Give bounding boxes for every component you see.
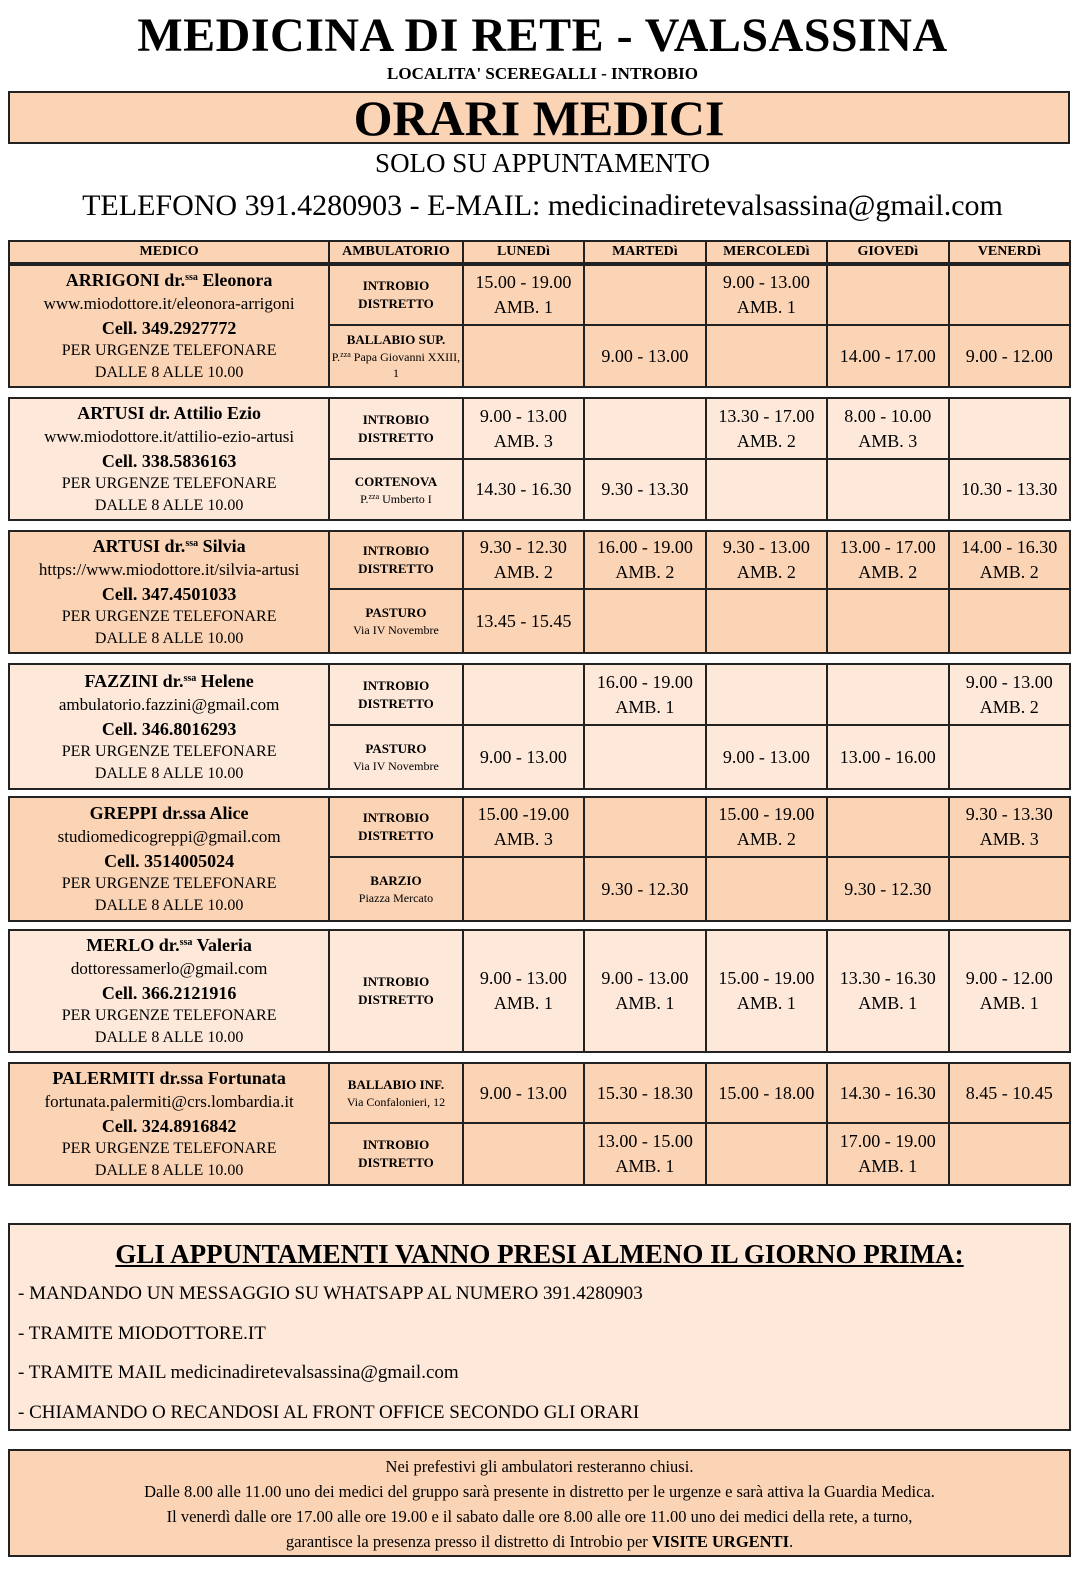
ambulatorio-name: PASTURO <box>365 605 427 620</box>
ambulatorio-room: AMB. 2 <box>858 562 918 582</box>
ambulatorio-cell <box>329 857 463 921</box>
ambulatorio-sub: DISTRETTO <box>358 429 434 445</box>
ambulatorio-name: BARZIO <box>370 873 422 888</box>
urgent-call-note: PER URGENZE TELEFONARE <box>61 608 277 625</box>
time-slot-cell <box>949 325 1070 387</box>
time-range: 9.00 - 13.00 <box>601 968 689 988</box>
time-slot-cell <box>706 1063 827 1123</box>
time-slot-cell <box>584 459 705 520</box>
ambulatorio-cell <box>329 797 463 857</box>
doctor-title-sup: ssa <box>183 672 197 684</box>
time-slot-cell <box>463 664 584 725</box>
schedule-row <box>9 664 1070 725</box>
ambulatorio-room: AMB. 3 <box>858 430 918 451</box>
time-range: 9.30 - 13.30 <box>965 804 1053 824</box>
time-slot-cell <box>827 1063 948 1123</box>
time-slot-cell <box>706 265 827 325</box>
address-prefix: Piazza Mercato <box>358 891 434 905</box>
footer-notice <box>8 1449 1071 1557</box>
time-slot-cell <box>827 589 948 653</box>
time-slot-cell <box>827 325 948 387</box>
header-day: MERCOLEDì <box>706 241 827 263</box>
time-range: 13.00 - 16.00 <box>839 746 936 767</box>
doctor-given-name: Helene <box>200 670 254 691</box>
time-range: 14.00 - 17.00 <box>839 345 936 366</box>
appointments-heading: GLI APPUNTAMENTI VANNO PRESI ALMENO IL GIORNO PRIMA: <box>115 1239 964 1269</box>
header-day: VENERDì <box>949 241 1070 263</box>
urgent-call-hours: DALLE 8 ALLE 10.00 <box>94 1029 244 1046</box>
ambulatorio-cell <box>329 1123 463 1185</box>
time-range: 9.00 - 13.00 <box>601 345 689 366</box>
doctor-schedule-table <box>8 397 1071 521</box>
ambulatorio-name: INTROBIO <box>362 677 430 693</box>
time-slot-cell <box>584 725 705 789</box>
footer-line: Il venerdì dalle ore 17.00 alle ore 19.00 e il sabato dalle ore 8.00 alle ore 11.00 uno dei medici della rete, a turno, <box>166 1507 913 1526</box>
header-ambulatorio: AMBULATORIO <box>329 241 463 263</box>
doctor-schedule-table <box>8 796 1071 922</box>
doctor-surname: GREPPI dr.ssa Alice <box>89 803 249 823</box>
time-slot-cell <box>706 930 827 1052</box>
address-prefix: Via IV Novembre <box>353 623 439 637</box>
time-range: 13.45 - 15.45 <box>475 610 572 631</box>
ambulatorio-cell <box>329 459 463 520</box>
ambulatorio-name: INTROBIO <box>362 543 430 558</box>
time-slot-cell <box>463 459 584 520</box>
time-range: 9.30 - 12.30 <box>844 878 932 899</box>
doctor-web-or-email: fortunata.palermiti@crs.lombardia.it <box>44 1092 294 1111</box>
ambulatorio-sub: DISTRETTO <box>358 695 434 711</box>
time-range: 15.00 - 19.00 <box>718 804 815 824</box>
ambulatorio-room: AMB. 1 <box>615 1156 675 1176</box>
time-slot-cell <box>463 725 584 789</box>
ambulatorio-room: AMB. 3 <box>979 829 1039 849</box>
time-slot-cell <box>706 531 827 589</box>
ambulatorio-room: AMB. 2 <box>493 562 553 582</box>
time-slot-cell <box>949 398 1070 459</box>
urgent-visits-label: VISITE URGENTI <box>651 1532 790 1551</box>
ambulatorio-cell <box>329 664 463 725</box>
time-range: 13.30 - 17.00 <box>718 405 815 426</box>
doctor-schedule-table <box>8 530 1071 654</box>
ambulatorio-address <box>330 758 462 774</box>
urgent-call-note: PER URGENZE TELEFONARE <box>61 475 277 492</box>
time-range: 15.30 - 18.30 <box>596 1082 693 1103</box>
ambulatorio-name: BALLABIO SUP. <box>346 332 446 347</box>
footer-line-end: . <box>789 1532 794 1551</box>
time-slot-cell <box>949 930 1070 1052</box>
doctor-schedule-table <box>8 929 1071 1053</box>
doctor-given-name: Valeria <box>196 935 252 955</box>
doctor-schedule-table <box>8 264 1071 388</box>
time-slot-cell <box>584 265 705 325</box>
appointment-method: - TRAMITE MIODOTTORE.IT <box>18 1323 266 1344</box>
doctor-web-or-email: www.miodottore.it/eleonora-arrigoni <box>43 294 295 313</box>
doctor-schedule-table <box>8 663 1071 790</box>
address-rest: Umberto I <box>379 491 432 506</box>
time-slot-cell <box>706 459 827 520</box>
time-range: 8.45 - 10.45 <box>965 1082 1053 1103</box>
time-slot-cell <box>706 857 827 921</box>
time-slot-cell <box>827 664 948 725</box>
doctor-web-or-email: studiomedicogreppi@gmail.com <box>57 827 281 846</box>
ambulatorio-sub: DISTRETTO <box>358 296 434 311</box>
time-range: 9.30 - 13.30 <box>601 479 689 499</box>
doctor-name <box>10 268 328 292</box>
ambulatorio-cell <box>329 398 463 459</box>
time-slot-cell <box>949 589 1070 653</box>
schedule-row <box>9 398 1070 459</box>
doctor-name <box>10 669 328 693</box>
doctor-cell-phone: Cell. 3514005024 <box>104 851 235 871</box>
ambulatorio-name: PASTURO <box>365 741 427 756</box>
time-slot-cell <box>706 325 827 387</box>
time-slot-cell <box>463 265 584 325</box>
time-slot-cell <box>463 1063 584 1123</box>
location-subtitle: LOCALITA' SCEREGALLI - INTROBIO <box>387 64 698 83</box>
time-range: 13.00 - 17.00 <box>839 537 936 557</box>
schedule-row <box>9 265 1070 325</box>
schedule-header <box>8 240 1071 264</box>
ambulatorio-sub: DISTRETTO <box>358 561 434 576</box>
doctor-title-sup: ssa <box>179 937 193 948</box>
doctor-cell-phone: Cell. 347.4501033 <box>101 584 237 604</box>
ambulatorio-address <box>330 890 462 906</box>
urgent-call-hours: DALLE 8 ALLE 10.00 <box>94 630 244 647</box>
time-slot-cell <box>463 398 584 459</box>
time-slot-cell <box>949 725 1070 789</box>
time-slot-cell <box>827 797 948 857</box>
header-medico: MEDICO <box>9 241 329 263</box>
schedule-row <box>9 1063 1070 1123</box>
ambulatorio-room: AMB. 2 <box>736 829 796 849</box>
urgent-call-hours: DALLE 8 ALLE 10.00 <box>94 897 244 914</box>
schedule-banner: ORARI MEDICI <box>8 91 1070 144</box>
time-slot-cell <box>949 664 1070 725</box>
ambulatorio-cell <box>329 589 463 653</box>
urgent-call-note: PER URGENZE TELEFONARE <box>61 742 277 760</box>
doctor-surname: FAZZINI dr. <box>84 670 184 691</box>
address-sup: zza <box>340 350 351 359</box>
time-slot-cell <box>949 797 1070 857</box>
ambulatorio-room: AMB. 3 <box>493 430 553 451</box>
time-slot-cell <box>827 725 948 789</box>
time-range: 9.00 - 13.00 <box>479 968 567 988</box>
address-rest: Papa Giovanni XXIII, 1 <box>350 350 461 380</box>
address-prefix: Via IV Novembre <box>353 759 439 773</box>
doctor-info-cell <box>9 531 329 653</box>
time-slot-cell <box>463 857 584 921</box>
time-range: 14.00 - 16.30 <box>961 537 1058 557</box>
time-range: 9.00 - 13.00 <box>965 671 1053 692</box>
ambulatorio-sub: DISTRETTO <box>358 992 434 1007</box>
doctor-info-cell <box>9 398 329 520</box>
time-range: 16.00 - 19.00 <box>596 671 693 692</box>
time-slot-cell <box>949 459 1070 520</box>
time-slot-cell <box>584 531 705 589</box>
footer-line: Nei prefestivi gli ambulatori resteranno chiusi. <box>385 1457 694 1476</box>
ambulatorio-room: AMB. 1 <box>858 993 918 1013</box>
ambulatorio-room: AMB. 2 <box>979 562 1039 582</box>
ambulatorio-room: AMB. 1 <box>736 993 796 1013</box>
ambulatorio-name: CORTENOVA <box>354 473 438 489</box>
appointment-method: - TRAMITE MAIL medicinadiretevalsassina@gmail.com <box>18 1362 459 1383</box>
footer-line-text: garantisce la presenza presso il distretto di Introbio per <box>285 1532 652 1551</box>
ambulatorio-name: BALLABIO INF. <box>347 1077 445 1092</box>
urgent-call-note: PER URGENZE TELEFONARE <box>61 342 277 359</box>
urgent-call-hours: DALLE 8 ALLE 10.00 <box>94 497 244 514</box>
header-day: MARTEDì <box>584 241 705 263</box>
time-range: 16.00 - 19.00 <box>596 537 693 557</box>
doctor-cell-phone: Cell. 366.2121916 <box>101 983 237 1003</box>
time-slot-cell <box>827 1123 948 1185</box>
time-range: 15.00 - 18.00 <box>718 1082 815 1103</box>
time-slot-cell <box>584 398 705 459</box>
time-slot-cell <box>949 1063 1070 1123</box>
ambulatorio-address <box>330 1094 462 1110</box>
appointment-only-note: SOLO SU APPUNTAMENTO <box>375 148 710 178</box>
time-slot-cell <box>827 857 948 921</box>
time-slot-cell <box>706 725 827 789</box>
contact-line: TELEFONO 391.4280903 - E-MAIL: medicinadiretevalsassina@gmail.com <box>82 189 1003 222</box>
time-range: 15.00 - 19.00 <box>475 272 572 292</box>
time-range: 14.30 - 16.30 <box>475 479 572 499</box>
address-prefix: P. <box>360 491 369 506</box>
time-range: 10.30 - 13.30 <box>961 479 1058 499</box>
time-range: 9.30 - 12.30 <box>479 537 567 557</box>
doctor-info-cell <box>9 265 329 387</box>
doctor-surname: MERLO dr. <box>86 935 180 955</box>
time-range: 9.30 - 13.00 <box>722 537 810 557</box>
ambulatorio-room: AMB. 2 <box>979 696 1039 717</box>
ambulatorio-room: AMB. 2 <box>736 562 796 582</box>
ambulatorio-name: INTROBIO <box>362 1137 430 1152</box>
doctor-schedule-table <box>8 1062 1071 1186</box>
time-slot-cell <box>584 1063 705 1123</box>
address-sup: zza <box>368 491 380 501</box>
time-range: 17.00 - 19.00 <box>839 1131 936 1151</box>
doctor-cell-phone: Cell. 338.5836163 <box>101 451 237 471</box>
ambulatorio-cell <box>329 1063 463 1123</box>
ambulatorio-room: AMB. 1 <box>615 993 675 1013</box>
ambulatorio-sub: DISTRETTO <box>358 1155 434 1170</box>
time-slot-cell <box>706 398 827 459</box>
urgent-call-hours: DALLE 8 ALLE 10.00 <box>94 364 244 381</box>
doctor-name <box>10 801 328 825</box>
doctor-info-cell <box>9 797 329 921</box>
time-slot-cell <box>949 531 1070 589</box>
time-slot-cell <box>706 1123 827 1185</box>
time-range: 9.00 - 13.00 <box>479 405 567 426</box>
time-range: 13.30 - 16.30 <box>839 968 936 988</box>
ambulatorio-room: AMB. 2 <box>736 430 796 451</box>
doctor-name <box>10 401 328 425</box>
doctor-info-cell <box>9 1063 329 1185</box>
ambulatorio-room: AMB. 1 <box>493 993 553 1013</box>
doctor-cell-phone: Cell. 346.8016293 <box>101 718 237 739</box>
doctor-web-or-email: dottoressamerlo@gmail.com <box>70 959 268 978</box>
time-slot-cell <box>463 531 584 589</box>
time-slot-cell <box>584 857 705 921</box>
time-slot-cell <box>584 930 705 1052</box>
time-slot-cell <box>463 589 584 653</box>
ambulatorio-room: AMB. 1 <box>858 1156 918 1176</box>
doctor-cell-phone: Cell. 324.8916842 <box>101 1116 237 1136</box>
time-slot-cell <box>949 1123 1070 1185</box>
time-slot-cell <box>584 325 705 387</box>
time-range: 9.30 - 12.30 <box>601 878 689 899</box>
doctor-title-sup: ssa <box>185 538 199 549</box>
time-slot-cell <box>827 930 948 1052</box>
time-range: 15.00 - 19.00 <box>718 968 815 988</box>
doctor-name <box>10 933 328 957</box>
doctor-title-sup: ssa <box>185 272 198 283</box>
time-slot-cell <box>584 664 705 725</box>
doctor-web-or-email: https://www.miodottore.it/silvia-artusi <box>38 560 300 579</box>
urgent-call-hours: DALLE 8 ALLE 10.00 <box>94 1162 244 1179</box>
time-slot-cell <box>463 1123 584 1185</box>
doctor-info-cell <box>9 664 329 789</box>
ambulatorio-address <box>330 622 462 638</box>
ambulatorio-name: INTROBIO <box>362 810 430 825</box>
ambulatorio-room: AMB. 2 <box>615 562 675 582</box>
time-slot-cell <box>949 857 1070 921</box>
address-prefix: P. <box>331 350 341 364</box>
appointment-method: - CHIAMANDO O RECANDOSI AL FRONT OFFICE SECONDO GLI ORARI <box>18 1402 640 1423</box>
doctor-name <box>10 534 328 558</box>
ambulatorio-cell <box>329 930 463 1052</box>
ambulatorio-name: INTROBIO <box>362 411 430 427</box>
time-slot-cell <box>706 664 827 725</box>
doctor-web-or-email: ambulatorio.fazzini@gmail.com <box>58 694 280 714</box>
time-slot-cell <box>827 531 948 589</box>
time-slot-cell <box>706 797 827 857</box>
time-range: 9.00 - 13.00 <box>722 272 810 292</box>
ambulatorio-cell <box>329 725 463 789</box>
doctor-surname: ARRIGONI dr. <box>65 270 186 290</box>
time-range: 9.00 - 12.00 <box>965 345 1053 366</box>
schedule-row <box>9 930 1070 1052</box>
ambulatorio-room: AMB. 1 <box>736 297 796 317</box>
ambulatorio-name: INTROBIO <box>362 278 430 293</box>
urgent-call-note: PER URGENZE TELEFONARE <box>61 1007 277 1024</box>
time-range: 9.00 - 13.00 <box>722 746 810 767</box>
ambulatorio-cell <box>329 325 463 387</box>
doctor-surname: ARTUSI dr. Attilio Ezio <box>77 403 261 423</box>
ambulatorio-sub: DISTRETTO <box>358 828 434 843</box>
urgent-call-note: PER URGENZE TELEFONARE <box>61 875 277 892</box>
time-slot-cell <box>827 398 948 459</box>
schedule-row <box>9 797 1070 857</box>
time-range: 8.00 - 10.00 <box>844 405 932 426</box>
address-prefix: Via Confalonieri, 12 <box>346 1095 446 1109</box>
doctor-surname: PALERMITI dr.ssa Fortunata <box>52 1068 286 1088</box>
ambulatorio-address <box>330 349 462 381</box>
time-slot-cell <box>827 459 948 520</box>
ambulatorio-address <box>330 491 462 507</box>
time-range: 9.00 - 13.00 <box>479 1082 567 1103</box>
time-slot-cell <box>706 589 827 653</box>
ambulatorio-room: AMB. 1 <box>615 696 675 717</box>
time-range: 14.30 - 16.30 <box>839 1082 936 1103</box>
time-slot-cell <box>584 1123 705 1185</box>
ambulatorio-room: AMB. 1 <box>493 297 553 317</box>
page-title: MEDICINA DI RETE - VALSASSINA <box>137 9 948 62</box>
doctor-given-name: Eleonora <box>202 270 273 290</box>
time-slot-cell <box>463 797 584 857</box>
urgent-call-note: PER URGENZE TELEFONARE <box>61 1140 277 1157</box>
doctor-surname: ARTUSI dr. <box>92 536 186 556</box>
ambulatorio-name: INTROBIO <box>362 974 430 989</box>
appointments-box <box>8 1223 1071 1431</box>
time-range: 9.00 - 12.00 <box>965 968 1053 988</box>
footer-line <box>10 1529 1069 1554</box>
ambulatorio-cell <box>329 531 463 589</box>
time-slot-cell <box>584 797 705 857</box>
doctor-name <box>10 1066 328 1090</box>
time-slot-cell <box>584 589 705 653</box>
time-slot-cell <box>949 265 1070 325</box>
time-slot-cell <box>463 325 584 387</box>
doctor-info-cell <box>9 930 329 1052</box>
ambulatorio-cell <box>329 265 463 325</box>
time-range: 13.00 - 15.00 <box>596 1131 693 1151</box>
urgent-call-hours: DALLE 8 ALLE 10.00 <box>94 764 244 782</box>
doctor-given-name: Silvia <box>202 536 246 556</box>
time-range: 9.00 - 13.00 <box>479 746 567 767</box>
time-slot-cell <box>827 265 948 325</box>
doctor-cell-phone: Cell. 349.2927772 <box>101 318 237 338</box>
time-range: 15.00 -19.00 <box>477 804 570 824</box>
ambulatorio-room: AMB. 3 <box>493 829 553 849</box>
appointment-method: - MANDANDO UN MESSAGGIO SU WHATSAPP AL NUMERO 391.4280903 <box>18 1283 643 1304</box>
header-day: LUNEDì <box>463 241 584 263</box>
footer-line: Dalle 8.00 alle 11.00 uno dei medici del gruppo sarà presente in distretto per le urgenze e sarà attiva la Guardia Medica. <box>144 1482 935 1501</box>
doctor-web-or-email: www.miodottore.it/attilio-ezio-artusi <box>44 427 295 446</box>
time-slot-cell <box>463 930 584 1052</box>
schedule-row <box>9 531 1070 589</box>
header-day: GIOVEDì <box>827 241 948 263</box>
ambulatorio-room: AMB. 1 <box>979 993 1039 1013</box>
